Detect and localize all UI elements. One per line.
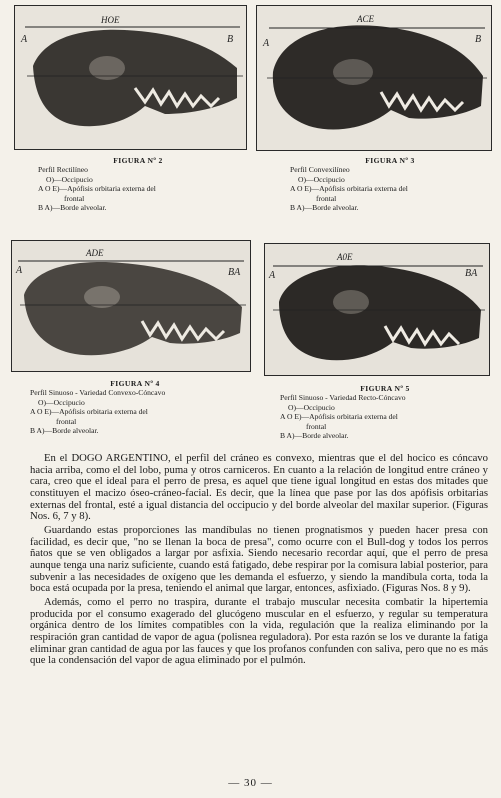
caption-line: O)—Occipucio — [46, 174, 93, 184]
caption-line: A O E)—Apófisis orbitaria externa del — [280, 412, 398, 422]
figure-3-image — [256, 5, 492, 151]
label-right: BA — [465, 268, 478, 279]
label-top: HOE — [101, 15, 120, 25]
caption-line: Perfil Convexilíneo — [290, 165, 350, 175]
caption-line: frontal — [64, 193, 85, 203]
label-right: BA — [228, 267, 241, 278]
skull-illustration-5 — [265, 244, 489, 375]
figure-5-caption — [280, 384, 490, 440]
figure-2-image — [14, 5, 247, 150]
caption-line: B A)—Borde alveolar. — [38, 203, 107, 213]
body-text — [30, 453, 488, 669]
paragraph: Guardando estas proporciones las mandíbulas no tienen prognatismos y pueden hacer presa con facilidad, es decir que, "no se llenan la boca de presa", como ocurre con el Bull-dog y todos los perros ñatos que se ven obligados a largar por asfixia. Siendo necesario recordar aquí, que el perro de presa aunque tenga una nariz suficiente, cuando está fatigado, debe respirar por la comisura labial posterior, para subvenir a las necesidades de oxígeno que les demanda el esfuerzo, y siendo la mandíbula corta, toda la boca está ocupada por la presa, teniendo el animal que largar, entonces, asfixiado. (Figuras Nos. 8 y 9). — [30, 523, 488, 595]
skull-illustration-2 — [15, 6, 246, 149]
label-top: ADE — [86, 248, 104, 258]
figure-5-image — [264, 243, 490, 376]
paragraph: En el DOGO ARGENTINO, el perfil del cráneo es convexo, mientras que el del hocico es cóncavo hacia arriba, como el del lobo, puma y otros carniceros. En cuanto a la relación de longitud entre cráneo y cara, creo que el ideal para el perro de presa, es aquel que tiene igual longitud en estas dos mitades que constituyen el macizo óseo-cráneo-facial. Es decir, que la línea que pase por las dos apófisis orbitarias externas del frontal, esté a igual distancia del occipucio y del borde alveolar del maxilar superior. (Figuras Nos. 6, 7 y 8). — [30, 452, 488, 523]
caption-line: B A)—Borde alveolar. — [280, 431, 349, 441]
figure-title: FIGURA Nº 5 — [360, 384, 410, 393]
caption-line: O)—Occipucio — [288, 402, 335, 412]
caption-line: Perfil Rectilíneo — [38, 165, 88, 175]
caption-line: B A)—Borde alveolar. — [30, 426, 99, 436]
label-right: B — [475, 34, 482, 45]
caption-line: Perfil Sinuoso - Variedad Convexo-Cóncavo — [30, 388, 166, 398]
figure-4-caption — [30, 379, 240, 435]
skull-illustration-3 — [257, 6, 491, 150]
caption-line: frontal — [306, 421, 327, 431]
label-left: A — [269, 270, 276, 281]
figure-3-caption — [290, 156, 490, 212]
caption-line: O)—Occipucio — [298, 174, 345, 184]
figure-2-caption — [38, 156, 238, 212]
paragraph: Además, como el perro no traspira, durante el trabajo muscular necesita combatir la hipertemia producida por el consumo exagerado del glucógeno muscular en el esfuerzo, y regular su temperatura orgánica dentro de los límites compatibles con la vida, regulación que la realiza eliminando por la respiración gran cantidad de vapor de agua (polisnea reguladora). Por esta razón se los ve durante la fatiga eliminar gran cantidad de agua por las fauces y que los profanos confunden con saliva, pero que no es más que la condensación del vapor de agua eliminado por el pulmón. — [30, 595, 488, 667]
label-top: ACE — [357, 14, 374, 24]
label-top: A0E — [337, 252, 353, 262]
caption-line: Perfil Sinuoso - Variedad Recto-Cóncavo — [280, 393, 406, 403]
figure-title: FIGURA Nº 3 — [365, 156, 415, 165]
caption-line: A O E)—Apófisis orbitaria externa del — [38, 184, 156, 194]
label-left: A — [16, 265, 23, 276]
caption-line: A O E)—Apófisis orbitaria externa del — [30, 407, 148, 417]
figure-title: FIGURA Nº 2 — [113, 156, 163, 165]
caption-line: A O E)—Apófisis orbitaria externa del — [290, 184, 408, 194]
figure-title: FIGURA Nº 4 — [110, 379, 160, 388]
caption-line: frontal — [56, 416, 77, 426]
label-right: B — [227, 34, 234, 45]
figure-4-image — [11, 240, 251, 372]
skull-illustration-4 — [12, 241, 250, 371]
label-left: A — [263, 38, 270, 49]
label-left: A — [21, 34, 28, 45]
caption-line: frontal — [316, 193, 337, 203]
caption-line: B A)—Borde alveolar. — [290, 203, 359, 213]
page-number: — 30 — — [228, 777, 273, 789]
caption-line: O)—Occipucio — [38, 397, 85, 407]
